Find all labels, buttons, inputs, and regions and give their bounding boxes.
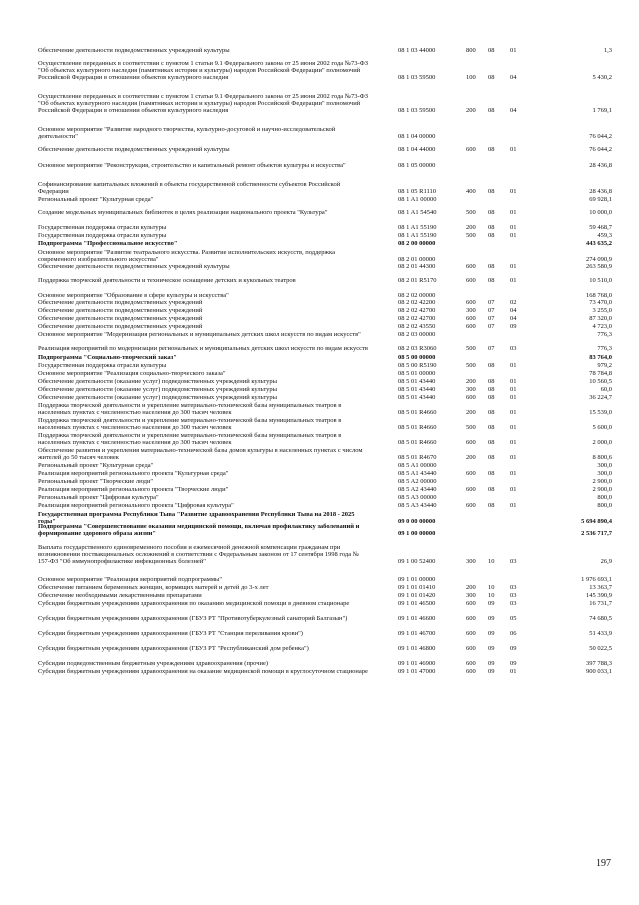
row-sum: 2 000,0 — [592, 439, 612, 446]
row-pr: 03 — [510, 600, 517, 607]
row-csr: 08 1 A1 55190 — [398, 224, 437, 231]
row-sum: 76 044,2 — [589, 133, 612, 140]
row-pr: 04 — [510, 307, 517, 314]
row-vr: 300 — [466, 558, 476, 565]
row-name: Государственная программа Республики Тыва "Развитие здравоохранения Республики Тыва на 2018 - 2025 годы" — [38, 511, 355, 525]
row-vr: 600 — [466, 277, 476, 284]
row-sum: 10 000,0 — [589, 209, 612, 216]
row-sum: 274 090,9 — [586, 256, 612, 263]
row-csr: 08 5 A2 43440 — [398, 486, 437, 493]
row-csr: 08 2 01 44300 — [398, 263, 436, 270]
row-csr: 08 5 A1 00000 — [398, 462, 437, 469]
row-vr: 600 — [466, 323, 476, 330]
row-pr: 01 — [510, 209, 517, 216]
row-sum: 60,0 — [600, 386, 612, 393]
row-rz: 08 — [488, 232, 495, 239]
row-name: Региональный проект "Культурная среда" — [38, 462, 154, 469]
row-rz: 08 — [488, 107, 495, 114]
row-rz: 07 — [488, 299, 495, 306]
row-csr: 08 2 02 42200 — [398, 299, 436, 306]
row-vr: 100 — [466, 74, 476, 81]
row-name: Региональный проект "Творческие люди" — [38, 478, 154, 485]
row-csr: 08 2 02 43550 — [398, 323, 436, 330]
row-csr: 08 5 A3 00000 — [398, 494, 437, 501]
row-rz: 08 — [488, 263, 495, 270]
row-vr: 200 — [466, 584, 476, 591]
row-vr: 200 — [466, 224, 476, 231]
row-csr: 08 1 A1 54540 — [398, 209, 437, 216]
row-name: Поддержка творческой деятельности и укрепление материально-технической базы муниципальных театров в населенных пунктах с численностью населения до 300 тысяч человек — [38, 432, 342, 446]
row-name: Реализация мероприятий регионального проекта "Культурная среда" — [38, 470, 229, 477]
row-vr: 600 — [466, 668, 476, 675]
row-name: Подпрограмма "Социально-творческий заказ" — [38, 354, 177, 361]
row-sum: 74 680,5 — [589, 615, 612, 622]
row-csr: 09 1 01 46500 — [398, 600, 436, 607]
row-pr: 01 — [510, 47, 517, 54]
row-name: Обеспечение деятельности подведомственных учреждений — [38, 323, 203, 330]
row-rz: 10 — [488, 558, 495, 565]
row-pr: 03 — [510, 592, 517, 599]
row-vr: 600 — [466, 299, 476, 306]
row-rz: 08 — [488, 470, 495, 477]
row-rz: 08 — [488, 454, 495, 461]
row-sum: 800,0 — [597, 494, 612, 501]
row-csr: 08 1 A1 00000 — [398, 196, 437, 203]
row-pr: 03 — [510, 558, 517, 565]
row-rz: 08 — [488, 224, 495, 231]
row-pr: 04 — [510, 74, 517, 81]
row-csr: 08 5 01 R4670 — [398, 454, 437, 461]
row-sum: 263 580,9 — [586, 263, 612, 270]
row-name: Реализация мероприятий регионального проекта "Цифровая культура" — [38, 502, 234, 509]
row-rz: 10 — [488, 592, 495, 599]
row-sum: 459,3 — [597, 232, 612, 239]
row-csr: 08 2 01 R5170 — [398, 277, 437, 284]
row-rz: 08 — [488, 394, 495, 401]
row-name: Субсидии бюджетным учреждениям здравоохранения (ГБУЗ РТ "Станция переливания крови") — [38, 630, 303, 637]
row-csr: 09 1 01 00000 — [398, 576, 436, 583]
row-vr: 200 — [466, 107, 476, 114]
row-pr: 05 — [510, 615, 517, 622]
row-rz: 08 — [488, 188, 495, 195]
row-sum: 2 900,0 — [592, 486, 612, 493]
row-name: Субсидии бюджетным учреждениям здравоохранения на оказание медицинской помощи в круглосуточном стационаре — [38, 668, 368, 675]
row-csr: 08 1 04 00000 — [398, 133, 436, 140]
row-sum: 4 723,0 — [592, 323, 612, 330]
row-csr: 09 1 01 46600 — [398, 615, 436, 622]
row-name: Обеспечение питанием беременных женщин, кормящих матерей и детей до 3-х лет — [38, 584, 269, 591]
row-csr: 08 5 01 R4660 — [398, 439, 437, 446]
row-sum: 900 033,1 — [586, 668, 612, 675]
row-pr: 09 — [510, 323, 517, 330]
row-csr: 08 5 00 00000 — [398, 354, 436, 361]
row-name: Субсидии бюджетным учреждениям здравоохранения (ГБУЗ РТ "Республиканский дом ребенка") — [38, 645, 309, 652]
row-pr: 03 — [510, 345, 517, 352]
row-vr: 500 — [466, 362, 476, 369]
row-sum: 145 390,9 — [586, 592, 612, 599]
row-name: Обеспечение деятельности подведомственных учреждений — [38, 299, 203, 306]
row-pr: 03 — [510, 584, 517, 591]
row-name: Реализация мероприятий по модернизации региональных и муниципальных детских школ искусств по видам искусств — [38, 345, 368, 352]
row-sum: 87 320,0 — [589, 315, 612, 322]
row-pr: 01 — [510, 146, 517, 153]
row-name: Основное мероприятие "Образование в сфере культуры и искусства" — [38, 292, 229, 299]
row-name: Обеспечение деятельности (оказание услуг) подведомственных учреждений культуры — [38, 386, 277, 393]
row-pr: 01 — [510, 394, 517, 401]
row-sum: 168 768,0 — [586, 292, 612, 299]
row-name: Осуществление переданных в соответствии с пунктом 1 статьи 9.1 Федерального закона от 25 июня 2002 года №73-ФЗ "Об объектах культурного наследия (памятниках истории и культуры) народов Российской Федерации" полномочий Российской Федерации в отношении объектов культурного наследия — [38, 60, 369, 81]
row-sum: 776,3 — [597, 331, 612, 338]
row-sum: 397 788,3 — [586, 660, 612, 667]
row-name: Основное мероприятие "Реконструкция, строительство и капитальный ремонт объектов культуры и искусства" — [38, 162, 346, 169]
row-name: Поддержка творческой деятельности и техническое оснащение детских и кукольных театров — [38, 277, 296, 284]
row-pr: 01 — [510, 486, 517, 493]
row-sum: 300,0 — [597, 470, 612, 477]
row-name: Основное мероприятие "Реализация мероприятий подпрограммы" — [38, 576, 223, 583]
row-vr: 600 — [466, 394, 476, 401]
row-rz: 09 — [488, 645, 495, 652]
row-vr: 500 — [466, 345, 476, 352]
row-sum: 51 433,9 — [589, 630, 612, 637]
row-sum: 28 436,8 — [589, 162, 612, 169]
row-pr: 01 — [510, 362, 517, 369]
row-name: Региональный проект "Культурная среда" — [38, 196, 154, 203]
row-csr: 08 5 01 43440 — [398, 378, 436, 385]
row-sum: 73 470,0 — [589, 299, 612, 306]
row-vr: 600 — [466, 630, 476, 637]
row-pr: 06 — [510, 630, 517, 637]
row-name: Основное мероприятие "Модернизация региональных и муниципальных детских школ искусств по видам искусств" — [38, 331, 361, 338]
row-vr: 600 — [466, 645, 476, 652]
row-csr: 09 1 01 01420 — [398, 592, 436, 599]
row-vr: 600 — [466, 470, 476, 477]
row-sum: 36 224,7 — [589, 394, 612, 401]
row-csr: 08 1 A1 55190 — [398, 232, 437, 239]
row-name: Создание модельных муниципальных библиотек в целях реализации национального проекта "Культура" — [38, 209, 328, 216]
row-rz: 08 — [488, 47, 495, 54]
row-csr: 08 1 03 59500 — [398, 74, 436, 81]
row-pr: 01 — [510, 439, 517, 446]
row-pr: 09 — [510, 645, 517, 652]
row-rz: 10 — [488, 584, 495, 591]
row-name: Обеспечение деятельности подведомственных учреждений — [38, 307, 203, 314]
row-rz: 08 — [488, 409, 495, 416]
row-name: Подпрограмма "Профессиональное искусство" — [38, 240, 178, 247]
row-sum: 979,2 — [597, 362, 612, 369]
row-name: Субсидии подведомственным бюджетным учреждениям здравоохранения (прочие) — [38, 660, 269, 667]
row-csr: 08 5 00 R5190 — [398, 362, 437, 369]
row-csr: 08 5 01 43440 — [398, 386, 436, 393]
row-sum: 69 928,1 — [589, 196, 612, 203]
row-name: Основное мероприятие "Реализация социально-творческого заказа" — [38, 370, 226, 377]
row-pr: 01 — [510, 188, 517, 195]
row-csr: 08 5 01 43440 — [398, 394, 436, 401]
row-vr: 600 — [466, 660, 476, 667]
row-csr: 08 2 01 00000 — [398, 256, 436, 263]
row-name: Основное мероприятие "Развитие театрального искусства. Развитие исполнительских искусств, поддержка современного изобразительного искусства" — [38, 249, 335, 263]
row-sum: 59 468,7 — [589, 224, 612, 231]
row-sum: 83 764,0 — [589, 354, 612, 361]
row-csr: 08 2 03 R3060 — [398, 345, 437, 352]
row-vr: 300 — [466, 592, 476, 599]
row-name: Обеспечение развития и укрепления материально-технической базы домов культуры в населенных пунктах с числом жителей до 50 тысяч человек — [38, 447, 363, 461]
row-pr: 01 — [510, 224, 517, 231]
row-csr: 08 2 00 00000 — [398, 240, 436, 247]
row-name: Обеспечение деятельности подведомственных учреждений культуры — [38, 263, 230, 270]
row-rz: 08 — [488, 439, 495, 446]
row-sum: 76 044,2 — [589, 146, 612, 153]
row-name: Обеспечение деятельности (оказание услуг) подведомственных учреждений культуры — [38, 378, 277, 385]
row-rz: 08 — [488, 502, 495, 509]
row-rz: 07 — [488, 307, 495, 314]
row-rz: 08 — [488, 378, 495, 385]
row-rz: 08 — [488, 362, 495, 369]
row-name: Поддержка творческой деятельности и укрепление материально-технической базы муниципальных театров в населенных пунктах с численностью населения до 300 тысяч человек — [38, 417, 342, 431]
row-sum: 13 363,7 — [589, 584, 612, 591]
row-name: Осуществление переданных в соответствии с пунктом 1 статьи 9.1 Федерального закона от 25 июня 2002 года №73-ФЗ "Об объектах культурного наследия (памятниках истории и культуры) народов Российской Федерации" полномочий Российской Федерации в отношении объектов культурного наследия — [38, 93, 369, 114]
row-name: Обеспечение деятельности подведомственных учреждений культуры — [38, 146, 230, 153]
row-pr: 01 — [510, 668, 517, 675]
row-rz: 09 — [488, 660, 495, 667]
row-rz: 08 — [488, 386, 495, 393]
row-sum: 26,9 — [600, 558, 612, 565]
row-rz: 08 — [488, 424, 495, 431]
row-csr: 08 1 05 R1110 — [398, 188, 436, 195]
row-pr: 01 — [510, 386, 517, 393]
row-vr: 600 — [466, 600, 476, 607]
row-name: Обеспечение деятельности (оказание услуг) подведомственных учреждений культуры — [38, 394, 277, 401]
row-csr: 09 1 00 00000 — [398, 530, 436, 537]
row-pr: 01 — [510, 409, 517, 416]
row-csr: 09 1 01 47000 — [398, 668, 436, 675]
row-sum: 10 510,0 — [589, 277, 612, 284]
row-name: Государственная поддержка отрасли культуры — [38, 232, 167, 239]
row-csr: 09 1 01 46800 — [398, 645, 436, 652]
row-vr: 800 — [466, 47, 476, 54]
row-pr: 02 — [510, 299, 517, 306]
row-sum: 50 022,5 — [589, 645, 612, 652]
row-sum: 5 430,2 — [592, 74, 612, 81]
row-sum: 1,3 — [603, 47, 612, 54]
row-vr: 200 — [466, 454, 476, 461]
row-vr: 600 — [466, 502, 476, 509]
row-name: Поддержка творческой деятельности и укрепление материально-технической базы муниципальных театров в населенных пунктах с численностью населения до 300 тысяч человек — [38, 402, 342, 416]
row-vr: 200 — [466, 378, 476, 385]
row-vr: 600 — [466, 315, 476, 322]
row-rz: 07 — [488, 345, 495, 352]
row-name: Основное мероприятие "Развитие народного творчества, культурно-досуговой и научно-исследовательской деятельности" — [38, 126, 336, 140]
row-pr: 01 — [510, 502, 517, 509]
row-pr: 01 — [510, 470, 517, 477]
row-sum: 2 536 717,7 — [581, 530, 612, 537]
row-rz: 08 — [488, 277, 495, 284]
row-sum: 776,3 — [597, 345, 612, 352]
row-name: Подпрограмма "Совершенствование оказания медицинской помощи, включая профилактику заболеваний и формирование здорового образа жизни" — [38, 523, 360, 537]
row-csr: 08 2 02 42700 — [398, 315, 436, 322]
row-rz: 09 — [488, 630, 495, 637]
row-name: Государственная поддержка отрасли культуры — [38, 362, 167, 369]
row-sum: 28 436,8 — [589, 188, 612, 195]
row-sum: 10 560,5 — [589, 378, 612, 385]
row-rz: 07 — [488, 323, 495, 330]
row-csr: 09 0 00 00000 — [398, 518, 436, 525]
row-csr: 08 1 04 44000 — [398, 146, 436, 153]
row-pr: 01 — [510, 454, 517, 461]
row-vr: 200 — [466, 409, 476, 416]
row-csr: 08 5 A1 43440 — [398, 470, 437, 477]
row-csr: 09 1 01 46900 — [398, 660, 436, 667]
row-sum: 78 784,8 — [589, 370, 612, 377]
row-pr: 09 — [510, 660, 517, 667]
row-name: Государственная поддержка отрасли культуры — [38, 224, 167, 231]
row-name: Выплата государственного единовременного пособия и ежемесячной денежной компенсации гражданам при возникновении поствакцинальных осложнений в соответствии с Федеральным законом от 17 сентября 1998 года № 157-ФЗ "Об иммунопрофилактике инфекционных болезней" — [38, 544, 359, 565]
row-csr: 08 5 01 00000 — [398, 370, 436, 377]
row-sum: 443 635,2 — [586, 240, 612, 247]
row-rz: 09 — [488, 615, 495, 622]
row-vr: 500 — [466, 209, 476, 216]
row-name: Субсидии бюджетным учреждениям здравоохранения (ГБУЗ РТ "Противотуберкулезный санаторий Балгазын") — [38, 615, 348, 622]
row-vr: 600 — [466, 146, 476, 153]
row-rz: 09 — [488, 600, 495, 607]
row-pr: 04 — [510, 315, 517, 322]
row-csr: 08 2 03 00000 — [398, 331, 436, 338]
row-pr: 01 — [510, 232, 517, 239]
row-csr: 08 2 02 00000 — [398, 292, 436, 299]
row-vr: 600 — [466, 263, 476, 270]
row-name: Субсидии бюджетным учреждениям здравоохранения по оказанию медицинской помощи в дневном стационаре — [38, 600, 350, 607]
row-csr: 08 1 03 44000 — [398, 47, 436, 54]
row-csr: 09 1 01 46700 — [398, 630, 436, 637]
row-sum: 5 600,0 — [592, 424, 612, 431]
row-rz: 08 — [488, 486, 495, 493]
row-csr: 08 2 02 42700 — [398, 307, 436, 314]
row-sum: 16 731,7 — [589, 600, 612, 607]
row-vr: 600 — [466, 615, 476, 622]
row-name: Обеспечение деятельности подведомственных учреждений культуры — [38, 47, 230, 54]
row-name: Софинансирование капитальных вложений в объекты государственной собственности субъектов Российской Федерации — [38, 181, 341, 195]
row-sum: 8 800,6 — [592, 454, 612, 461]
row-sum: 2 900,0 — [592, 478, 612, 485]
row-sum: 15 539,0 — [589, 409, 612, 416]
row-sum: 5 694 890,4 — [581, 518, 612, 525]
row-sum: 300,0 — [597, 462, 612, 469]
row-vr: 600 — [466, 486, 476, 493]
row-csr: 08 5 A2 00000 — [398, 478, 437, 485]
row-name: Региональный проект "Цифровая культура" — [38, 494, 159, 501]
row-rz: 08 — [488, 146, 495, 153]
row-rz: 08 — [488, 209, 495, 216]
row-vr: 300 — [466, 386, 476, 393]
page-number: 197 — [596, 858, 611, 869]
row-pr: 01 — [510, 424, 517, 431]
row-csr: 08 5 01 R4660 — [398, 424, 437, 431]
row-csr: 09 1 01 01410 — [398, 584, 436, 591]
row-vr: 500 — [466, 424, 476, 431]
row-rz: 08 — [488, 74, 495, 81]
row-csr: 08 1 03 59500 — [398, 107, 436, 114]
row-pr: 01 — [510, 378, 517, 385]
row-name: Обеспечение деятельности подведомственных учреждений — [38, 315, 203, 322]
row-sum: 1 769,1 — [592, 107, 612, 114]
row-name: Обеспечение необходимыми лекарственными препаратами — [38, 592, 202, 599]
row-csr: 08 5 01 R4660 — [398, 409, 437, 416]
row-csr: 08 1 05 00000 — [398, 162, 436, 169]
row-vr: 400 — [466, 188, 476, 195]
row-pr: 01 — [510, 277, 517, 284]
row-rz: 07 — [488, 315, 495, 322]
row-sum: 800,0 — [597, 502, 612, 509]
row-vr: 600 — [466, 439, 476, 446]
row-pr: 01 — [510, 263, 517, 270]
row-sum: 3 255,0 — [592, 307, 612, 314]
row-vr: 300 — [466, 307, 476, 314]
row-vr: 500 — [466, 232, 476, 239]
row-rz: 09 — [488, 668, 495, 675]
row-name: Реализация мероприятий регионального проекта "Творческие люди" — [38, 486, 229, 493]
row-csr: 08 5 A3 43440 — [398, 502, 437, 509]
row-sum: 1 976 693,1 — [581, 576, 612, 583]
row-csr: 09 1 00 52400 — [398, 558, 436, 565]
row-pr: 04 — [510, 107, 517, 114]
